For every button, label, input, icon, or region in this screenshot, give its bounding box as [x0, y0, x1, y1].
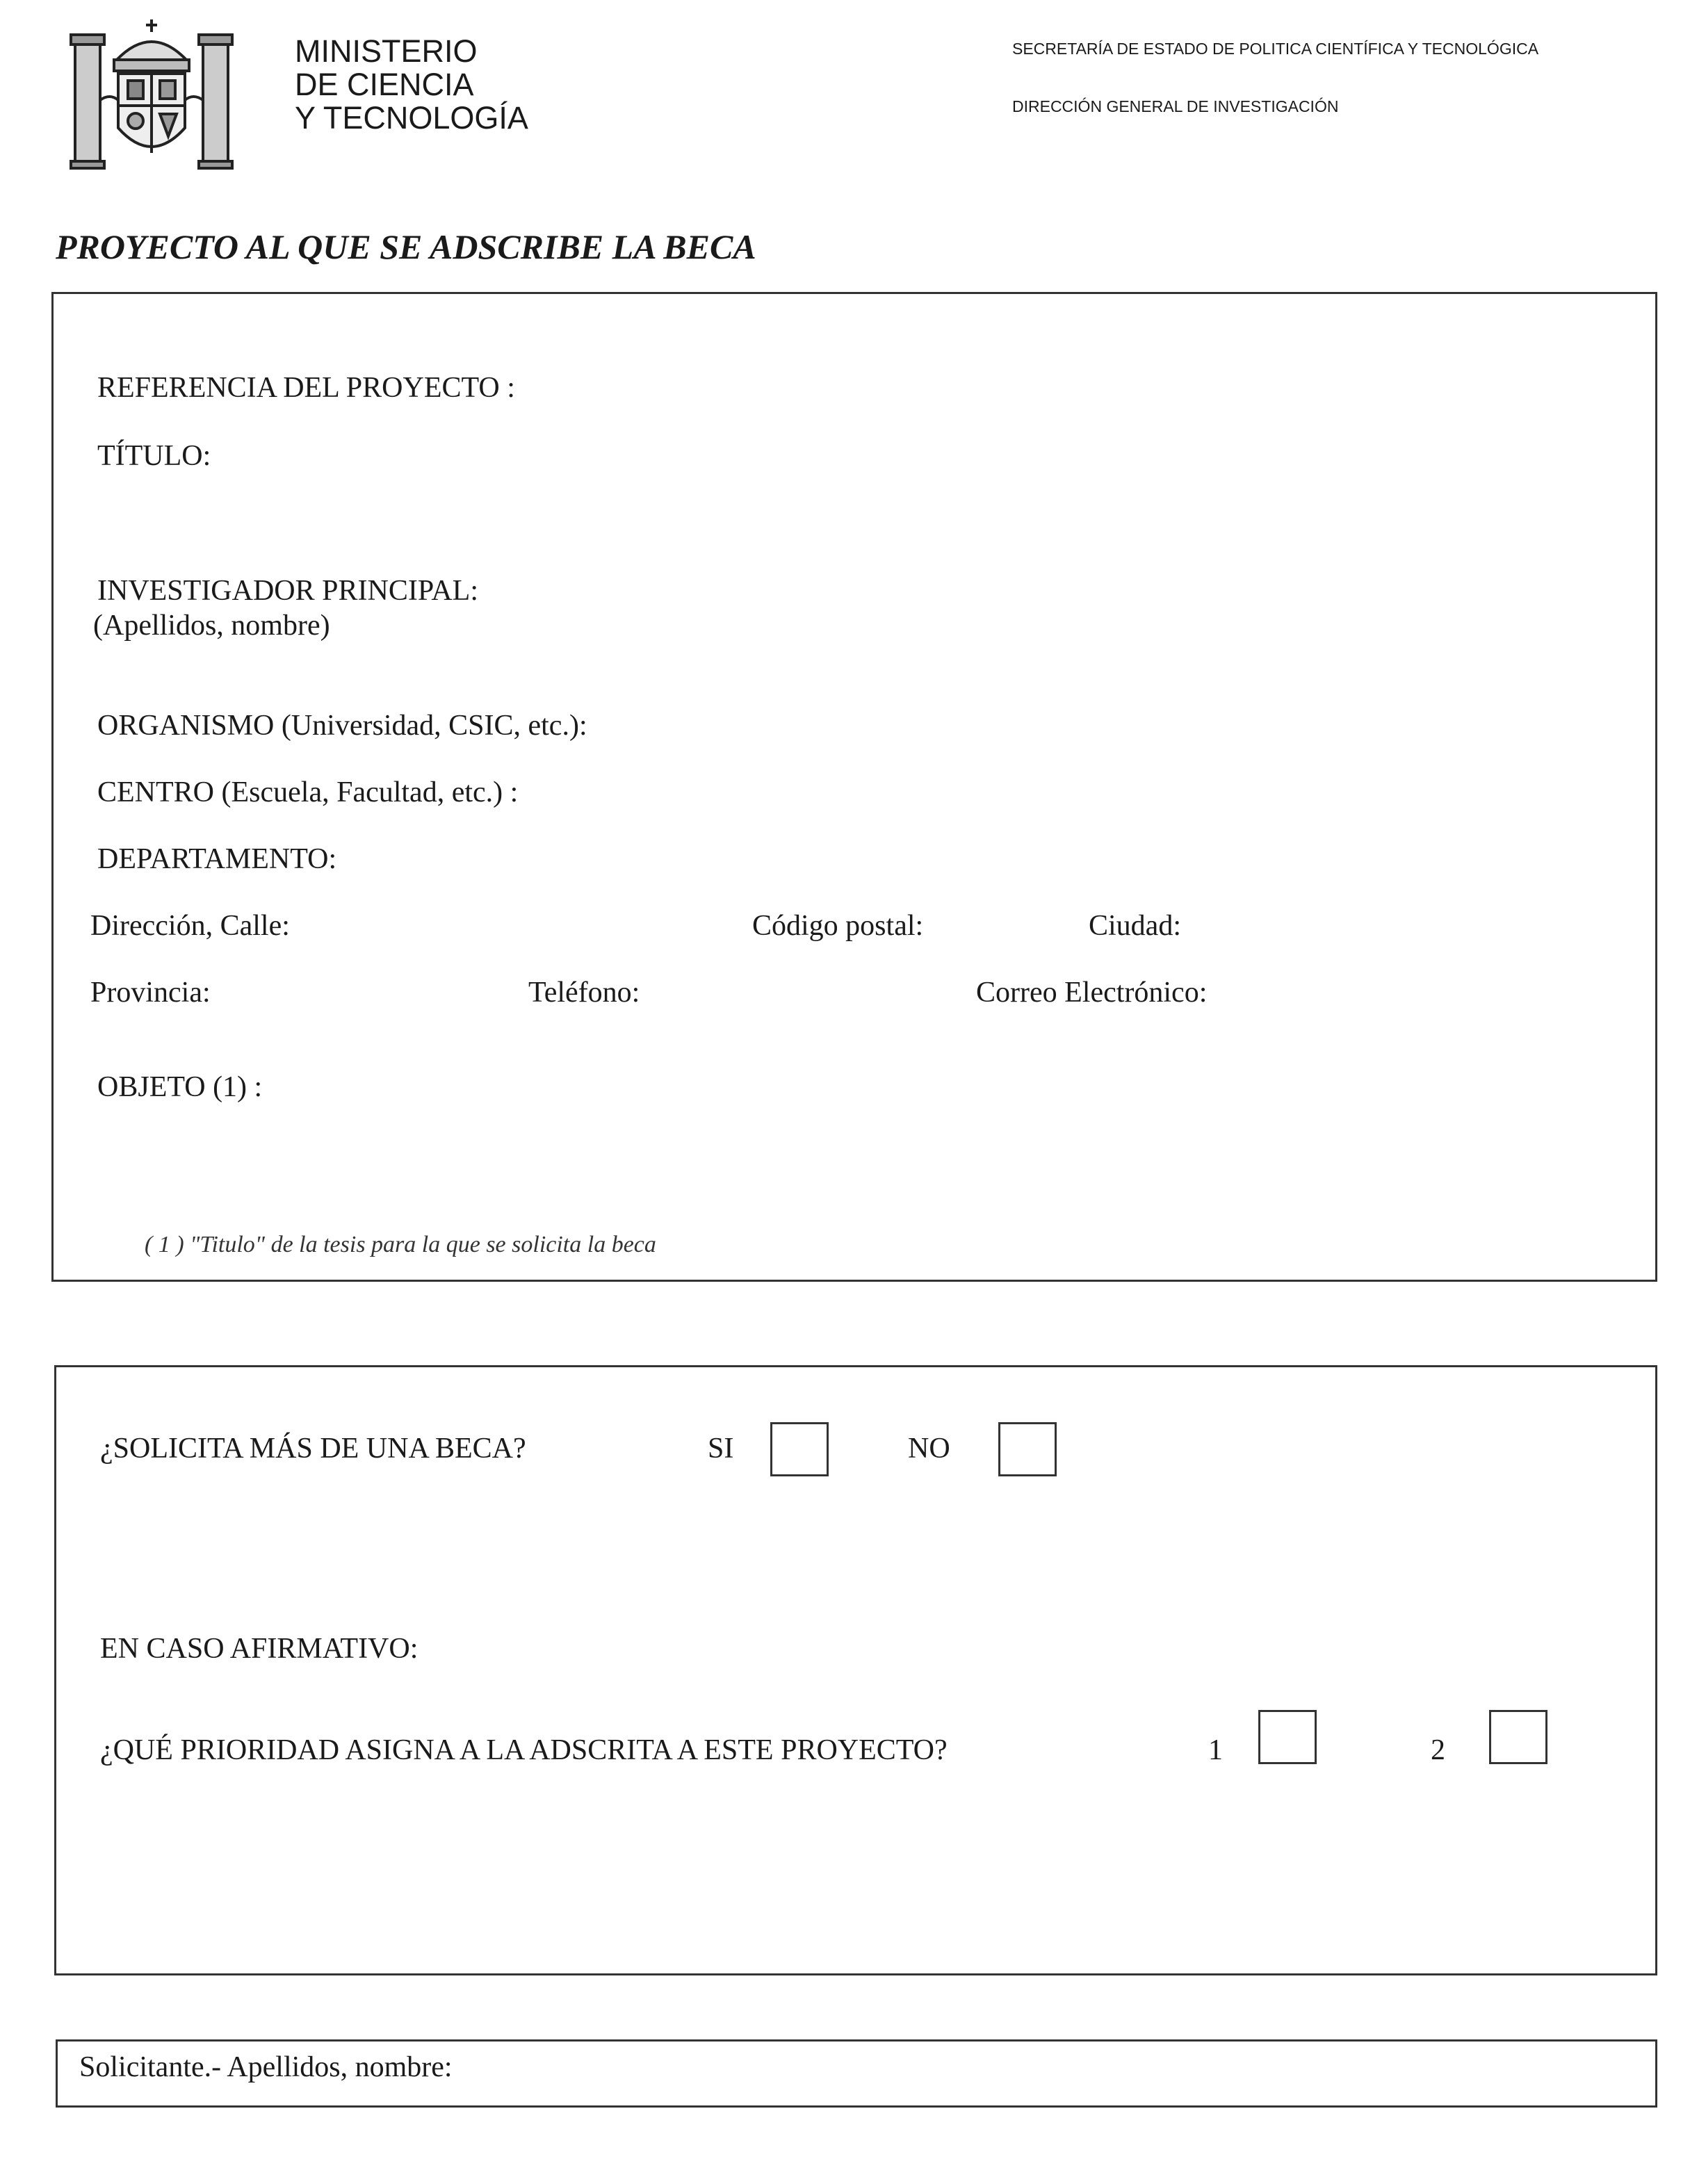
no-checkbox[interactable] — [998, 1422, 1057, 1476]
ministry-line: MINISTERIO — [295, 33, 478, 69]
priority-1-checkbox[interactable] — [1258, 1710, 1317, 1764]
telefono-label: Teléfono: — [528, 977, 640, 1009]
referencia-label: REFERENCIA DEL PROYECTO : — [97, 372, 515, 404]
ciudad-label: Ciudad: — [1089, 910, 1181, 942]
en-caso-label: EN CASO AFIRMATIVO: — [100, 1633, 419, 1665]
si-label: SI — [708, 1433, 734, 1465]
investigador-label: INVESTIGADOR PRINCIPAL: — [97, 575, 478, 607]
ministry-line: Y TECNOLOGÍA — [295, 100, 528, 136]
direccion-general-label: DIRECCIÓN GENERAL DE INVESTIGACIÓN — [1012, 97, 1339, 115]
ministry-name — [295, 35, 528, 135]
centro-label: CENTRO (Escuela, Facultad, etc.) : — [97, 776, 519, 808]
ministry-line: DE CIENCIA — [295, 67, 474, 102]
priority-2-label: 2 — [1431, 1734, 1445, 1766]
no-label: NO — [908, 1433, 950, 1465]
direccion-calle-label: Dirección, Calle: — [90, 910, 290, 942]
titulo-label: TÍTULO: — [97, 440, 211, 472]
departamento-label: DEPARTAMENTO: — [97, 843, 337, 875]
codigo-postal-label: Código postal: — [752, 910, 924, 942]
solicita-beca-question: ¿SOLICITA MÁS DE UNA BECA? — [100, 1433, 526, 1465]
si-checkbox[interactable] — [770, 1422, 829, 1476]
solicitante-label: Solicitante.- Apellidos, nombre: — [79, 2051, 453, 2083]
secretaria-label: SECRETARÍA DE ESTADO DE POLITICA CIENTÍFICA Y TECNOLÓGICA — [1012, 40, 1539, 58]
coat-of-arms-icon — [68, 17, 235, 170]
page-title: PROYECTO AL QUE SE ADSCRIBE LA BECA — [56, 227, 756, 266]
footnote: ( 1 ) "Titulo" de la tesis para la que se solicita la beca — [145, 1232, 656, 1257]
provincia-label: Provincia: — [90, 977, 211, 1009]
investigador-sublabel: (Apellidos, nombre) — [93, 610, 330, 642]
organismo-label: ORGANISMO (Universidad, CSIC, etc.): — [97, 710, 587, 742]
priority-1-label: 1 — [1208, 1734, 1223, 1766]
prioridad-question: ¿QUÉ PRIORIDAD ASIGNA A LA ADSCRITA A ESTE PROYECTO? — [100, 1734, 948, 1766]
correo-label: Correo Electrónico: — [976, 977, 1208, 1009]
objeto-label: OBJETO (1) : — [97, 1071, 263, 1103]
priority-2-checkbox[interactable] — [1489, 1710, 1547, 1764]
